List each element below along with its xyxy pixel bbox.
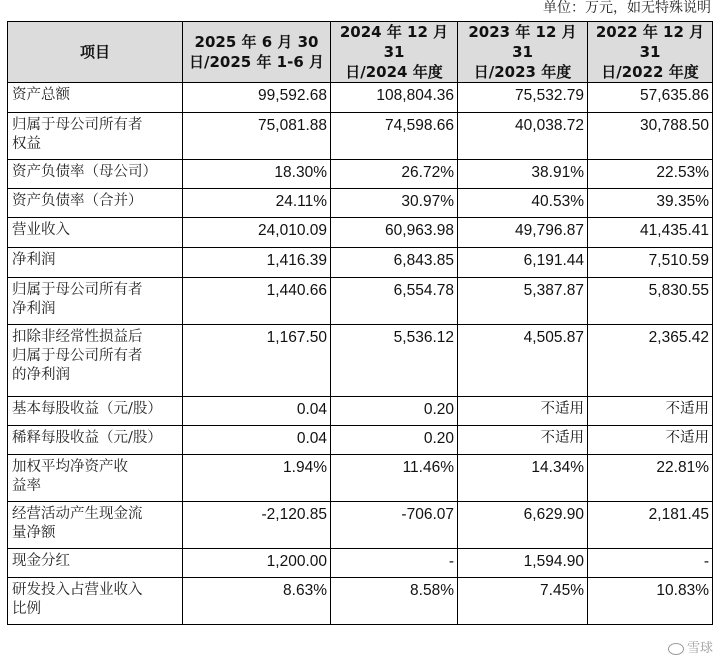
value-cell: 5,387.87 — [458, 278, 588, 325]
value-cell: 不适用 — [458, 426, 588, 455]
value-cell: 26.72% — [331, 160, 458, 189]
row-label-line: 现金分红 — [12, 553, 70, 569]
value-cell: 108,804.36 — [331, 83, 458, 113]
table-row — [8, 189, 713, 218]
value-cell: 7,510.59 — [588, 248, 713, 278]
row-label-line: 资产负债率（合并） — [12, 193, 143, 209]
value-cell: 24,010.09 — [183, 218, 331, 248]
row-label — [8, 218, 183, 248]
value-cell: 0.04 — [183, 397, 331, 426]
table-row — [8, 426, 713, 455]
row-label-line: 稀释每股收益（元/股） — [12, 430, 162, 446]
table-row — [8, 83, 713, 113]
row-label — [8, 549, 183, 578]
row-label-line: 归属于母公司所有者 — [12, 117, 143, 133]
value-cell: 8.58% — [331, 578, 458, 625]
row-label-line: 比例 — [12, 601, 41, 617]
row-label — [8, 502, 183, 549]
row-label — [8, 455, 183, 502]
table-row — [8, 397, 713, 426]
row-label — [8, 83, 183, 113]
value-cell: 10.83% — [588, 578, 713, 625]
header-period-line1: 2022 年 12 月 31 — [595, 23, 705, 61]
unit-note: 单位：万元，如无特殊说明 — [543, 0, 711, 16]
table-row — [8, 113, 713, 160]
header-period-line2: 日/2025 年 1-6 月 — [189, 53, 324, 71]
table-row — [8, 578, 713, 625]
value-cell: 30.97% — [331, 189, 458, 218]
value-cell: 75,081.88 — [183, 113, 331, 160]
value-cell: 0.04 — [183, 426, 331, 455]
table-row — [8, 160, 713, 189]
row-label — [8, 160, 183, 189]
header-period — [183, 22, 331, 83]
value-cell: - — [588, 549, 713, 578]
row-label — [8, 325, 183, 397]
header-period-line1: 2024 年 12 月 31 — [339, 23, 449, 61]
table-body — [8, 83, 713, 625]
row-label-line: 益率 — [12, 478, 41, 494]
value-cell: 40.53% — [458, 189, 588, 218]
value-cell: 60,963.98 — [331, 218, 458, 248]
value-cell: - — [331, 549, 458, 578]
value-cell: 1,200.00 — [183, 549, 331, 578]
value-cell: 5,536.12 — [331, 325, 458, 397]
row-label-line: 的净利润 — [12, 367, 70, 383]
table-row — [8, 325, 713, 397]
header-item: 项目 — [8, 22, 183, 83]
value-cell: 40,038.72 — [458, 113, 588, 160]
header-period-line2: 日/2023 年度 — [473, 63, 572, 81]
row-label-line: 归属于母公司所有者 — [12, 348, 143, 364]
value-cell: 2,181.45 — [588, 502, 713, 549]
financial-summary-table — [7, 21, 713, 625]
value-cell: 0.20 — [331, 397, 458, 426]
row-label — [8, 278, 183, 325]
table-row — [8, 218, 713, 248]
value-cell: 6,191.44 — [458, 248, 588, 278]
value-cell: 6,629.90 — [458, 502, 588, 549]
value-cell: 75,532.79 — [458, 83, 588, 113]
row-label-line: 净利润 — [12, 301, 56, 317]
row-label — [8, 113, 183, 160]
row-label-line: 权益 — [12, 136, 41, 152]
value-cell: -706.07 — [331, 502, 458, 549]
header-period-line1: 2023 年 12 月 31 — [468, 23, 577, 61]
row-label-line: 资产负债率（母公司） — [12, 164, 157, 180]
row-label — [8, 578, 183, 625]
value-cell: 24.11% — [183, 189, 331, 218]
value-cell: 74,598.66 — [331, 113, 458, 160]
value-cell: 57,635.86 — [588, 83, 713, 113]
value-cell: 1,167.50 — [183, 325, 331, 397]
row-label-line: 扣除非经常性损益后 — [12, 329, 143, 345]
header-row — [8, 22, 713, 83]
header-period — [458, 22, 588, 83]
value-cell: -2,120.85 — [183, 502, 331, 549]
row-label — [8, 189, 183, 218]
value-cell: 8.63% — [183, 578, 331, 625]
header-period — [588, 22, 713, 83]
value-cell: 41,435.41 — [588, 218, 713, 248]
row-label — [8, 397, 183, 426]
value-cell: 22.81% — [588, 455, 713, 502]
row-label-line: 经营活动产生现金流 — [12, 506, 143, 522]
value-cell: 30,788.50 — [588, 113, 713, 160]
watermark-text: 雪球 — [686, 641, 713, 656]
value-cell: 1,440.66 — [183, 278, 331, 325]
row-label-line: 归属于母公司所有者 — [12, 282, 143, 298]
value-cell: 6,843.85 — [331, 248, 458, 278]
header-period-line2: 日/2022 年度 — [601, 63, 699, 81]
value-cell: 1,594.90 — [458, 549, 588, 578]
row-label-line: 研发投入占营业收入 — [12, 582, 143, 598]
value-cell: 18.30% — [183, 160, 331, 189]
value-cell: 6,554.78 — [331, 278, 458, 325]
value-cell: 14.34% — [458, 455, 588, 502]
row-label-line: 加权平均净资产收 — [12, 459, 128, 475]
value-cell: 5,830.55 — [588, 278, 713, 325]
value-cell: 38.91% — [458, 160, 588, 189]
row-label-line: 量净额 — [12, 525, 56, 541]
value-cell: 49,796.87 — [458, 218, 588, 248]
value-cell: 11.46% — [331, 455, 458, 502]
header-period-line2: 日/2024 年度 — [345, 63, 443, 81]
value-cell: 1.94% — [183, 455, 331, 502]
table-row — [8, 502, 713, 549]
eye-logo-icon — [668, 643, 684, 655]
value-cell: 不适用 — [458, 397, 588, 426]
table-row — [8, 248, 713, 278]
value-cell: 22.53% — [588, 160, 713, 189]
value-cell: 1,416.39 — [183, 248, 331, 278]
table-row — [8, 455, 713, 502]
value-cell: 99,592.68 — [183, 83, 331, 113]
value-cell: 39.35% — [588, 189, 713, 218]
value-cell: 0.20 — [331, 426, 458, 455]
table-row — [8, 549, 713, 578]
row-label — [8, 426, 183, 455]
header-period — [331, 22, 458, 83]
value-cell: 2,365.42 — [588, 325, 713, 397]
header-period-line1: 2025 年 6 月 30 — [194, 33, 319, 51]
value-cell: 不适用 — [588, 426, 713, 455]
row-label-line: 净利润 — [12, 252, 56, 268]
value-cell: 4,505.87 — [458, 325, 588, 397]
watermark — [668, 637, 713, 656]
row-label-line: 资产总额 — [12, 87, 70, 103]
row-label-line: 营业收入 — [12, 222, 70, 238]
row-label-line: 基本每股收益（元/股） — [12, 401, 162, 417]
table-row — [8, 278, 713, 325]
row-label — [8, 248, 183, 278]
value-cell: 7.45% — [458, 578, 588, 625]
value-cell: 不适用 — [588, 397, 713, 426]
